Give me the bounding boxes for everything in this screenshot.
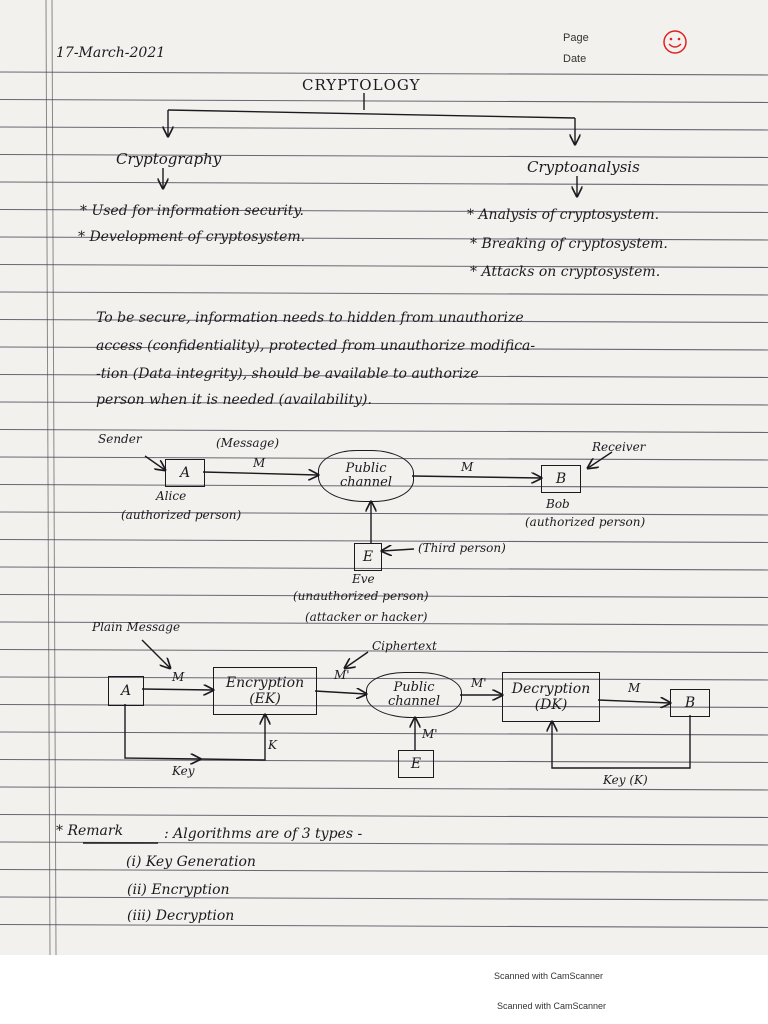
box-alice: A [165,459,205,487]
third-person-label: (Third person) [418,541,506,555]
right-point: * Analysis of cryptosystem. [467,207,660,223]
written-date: 17-March-2021 [56,45,166,61]
sender-label: Sender [98,432,142,446]
remark-type: (i) Key Generation [126,854,256,870]
public-channel-cloud-2: Public channel [366,672,462,718]
m-prime-label-1: M' [334,668,350,682]
m-prime-label-2: M' [471,676,487,690]
k-label: K [268,738,277,752]
branch-left-title: Cryptography [116,150,222,168]
alice-note: (authorized person) [121,508,242,522]
plain-message-label: Plain Message [92,620,181,634]
right-point: * Attacks on cryptosystem. [470,264,661,280]
paragraph-line: -tion (Data integrity), should be available to authorize [96,366,479,382]
box-e-2: E [398,750,434,778]
ek-label: (EK) [249,691,281,707]
message-label: (Message) [216,436,280,450]
left-point: * Development of cryptosystem. [78,229,306,245]
page-label: Page [563,32,589,44]
scan-watermark-2: Scanned with CamScanner [497,1001,607,1011]
remark-type: (iii) Decryption [127,908,235,924]
bob-name: Bob [546,497,570,511]
paragraph-line: To be secure, information needs to hidden from unauthorize [96,310,524,326]
right-point: * Breaking of cryptosystem. [470,236,668,252]
remark-label: * Remark [56,823,124,839]
m-label-2: M [628,681,641,695]
key-left-label: Key [172,764,195,778]
encryption-label: Encryption [225,674,305,691]
box-b-2: B [670,689,710,717]
title: CRYPTOLOGY [302,76,421,94]
smiley-face-icon [662,29,688,55]
paragraph-line: access (confidentiality), protected from unauthorize modifica- [96,338,536,354]
receiver-label: Receiver [592,440,646,454]
paragraph-line: person when it is needed (availability). [96,392,372,408]
m-prime-e-label: M' [422,727,438,741]
decryption-label: Decryption [511,680,591,697]
bob-note: (authorized person) [525,515,646,529]
box-eve: E [354,543,382,571]
eve-note-1: (unauthorized person) [293,589,429,603]
key-right-label: Key (K) [603,773,648,787]
box-a-2: A [108,676,144,706]
decryption-box [502,672,600,722]
scan-watermark-1: Scanned with CamScanner [494,971,604,981]
ciphertext-label: Ciphertext [372,639,437,653]
left-point: * Used for information security. [80,203,304,219]
message-m-left: M [253,456,266,470]
message-m-right: M [461,460,474,474]
remark-text: : Algorithms are of 3 types - [164,826,363,842]
box-bob: B [541,465,581,493]
eve-name: Eve [352,572,375,586]
alice-name: Alice [156,489,187,503]
dk-label: (DK) [534,697,568,713]
branch-right-title: Cryptoanalysis [527,158,640,176]
encryption-box [213,667,317,715]
m-label-1: M [172,670,185,684]
date-label: Date [563,53,587,65]
remark-type: (ii) Encryption [127,882,230,898]
public-channel-cloud: Public channel [318,450,414,502]
eve-note-2: (attacker or hacker) [305,610,428,624]
